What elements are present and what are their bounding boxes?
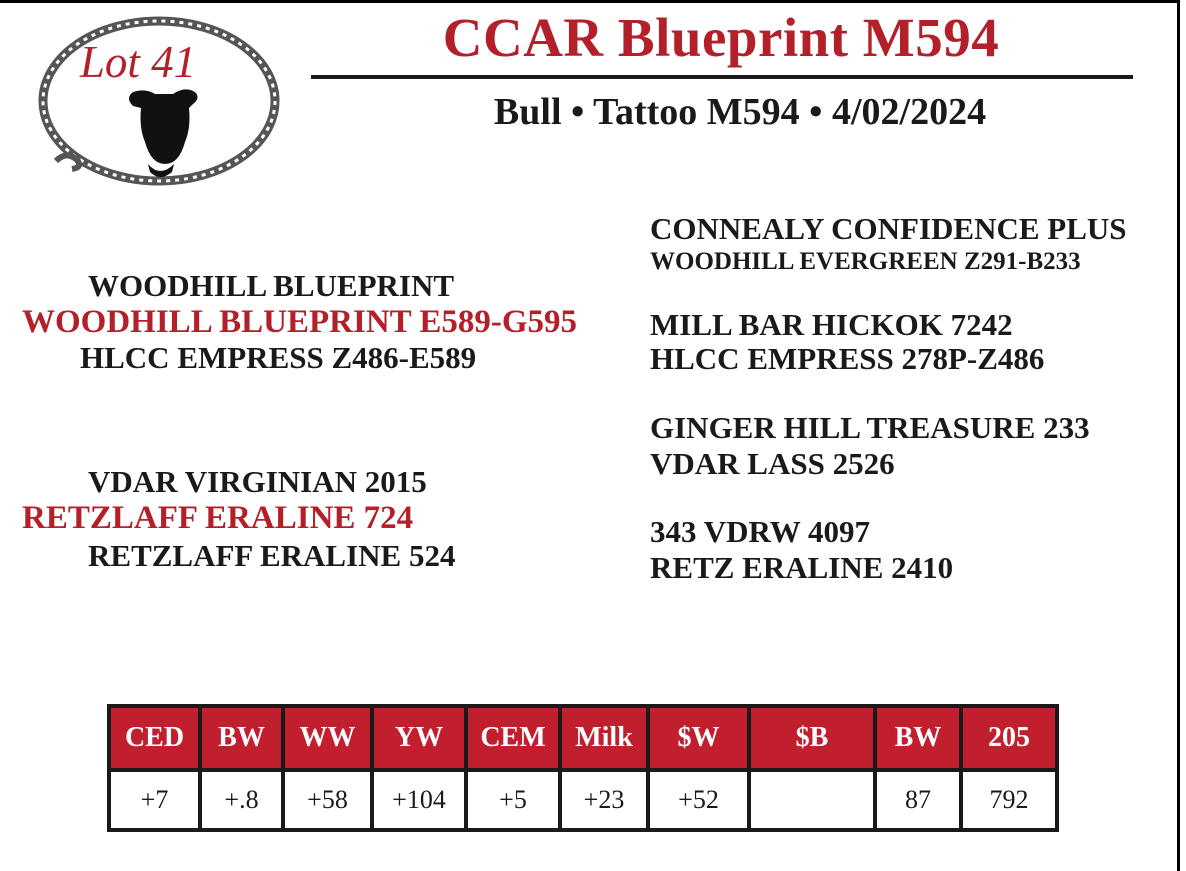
lot-label: Lot 41 <box>79 37 197 87</box>
epd-header-milk: Milk <box>560 706 648 770</box>
sire-sire: WOODHILL BLUEPRINT <box>88 268 455 303</box>
sire-dam: HLCC EMPRESS Z486-E589 <box>80 340 477 375</box>
epd-value-actual-bw: 87 <box>875 770 961 830</box>
epd-header-yw: YW <box>372 706 466 770</box>
animal-details: Bull • Tattoo M594 • 4/02/2024 <box>493 91 987 133</box>
sire-name: WOODHILL BLUEPRINT E589-G595 <box>22 304 577 340</box>
animal-name: CCAR Blueprint M594 <box>442 7 1000 68</box>
epd-header-ww: WW <box>283 706 372 770</box>
epd-header-bw: BW <box>200 706 283 770</box>
dam-dam: RETZLAFF ERALINE 524 <box>88 538 456 573</box>
ss-sire: CONNEALY CONFIDENCE PLUS <box>650 211 1127 246</box>
sd-dam: HLCC EMPRESS 278P-Z486 <box>650 341 1045 376</box>
epd-value-yw: +104 <box>372 770 466 830</box>
dd-sire: 343 VDRW 4097 <box>650 514 870 549</box>
epd-value-cem: +5 <box>466 770 560 830</box>
bull-icon <box>129 89 198 177</box>
epd-value-bw: +.8 <box>200 770 283 830</box>
dam-sire: VDAR VIRGINIAN 2015 <box>88 464 427 499</box>
epd-header-row <box>109 706 1057 770</box>
epd-value-205: 792 <box>961 770 1057 830</box>
epd-header-cem: CEM <box>466 706 560 770</box>
epd-value-ced: +7 <box>109 770 200 830</box>
epd-value-ww: +58 <box>283 770 372 830</box>
dam-name: RETZLAFF ERALINE 724 <box>22 500 414 536</box>
epd-header-actual-bw: BW <box>875 706 961 770</box>
epd-value-row <box>109 770 1057 830</box>
epd-header-b-index: $B <box>749 706 875 770</box>
title-divider <box>311 75 1133 79</box>
dd-dam: RETZ ERALINE 2410 <box>650 550 954 585</box>
epd-value-milk: +23 <box>560 770 648 830</box>
epd-header-ced: CED <box>109 706 200 770</box>
sd-sire: MILL BAR HICKOK 7242 <box>650 307 1013 342</box>
epd-value-b-index <box>749 770 875 830</box>
epd-header-205: 205 <box>961 706 1057 770</box>
epd-value-w-index: +52 <box>648 770 749 830</box>
ds-sire: GINGER HILL TREASURE 233 <box>650 410 1090 445</box>
ss-dam: WOODHILL EVERGREEN Z291-B233 <box>650 248 1081 275</box>
epd-header-w-index: $W <box>648 706 749 770</box>
ds-dam: VDAR LASS 2526 <box>650 446 895 481</box>
epd-table <box>107 704 1059 832</box>
